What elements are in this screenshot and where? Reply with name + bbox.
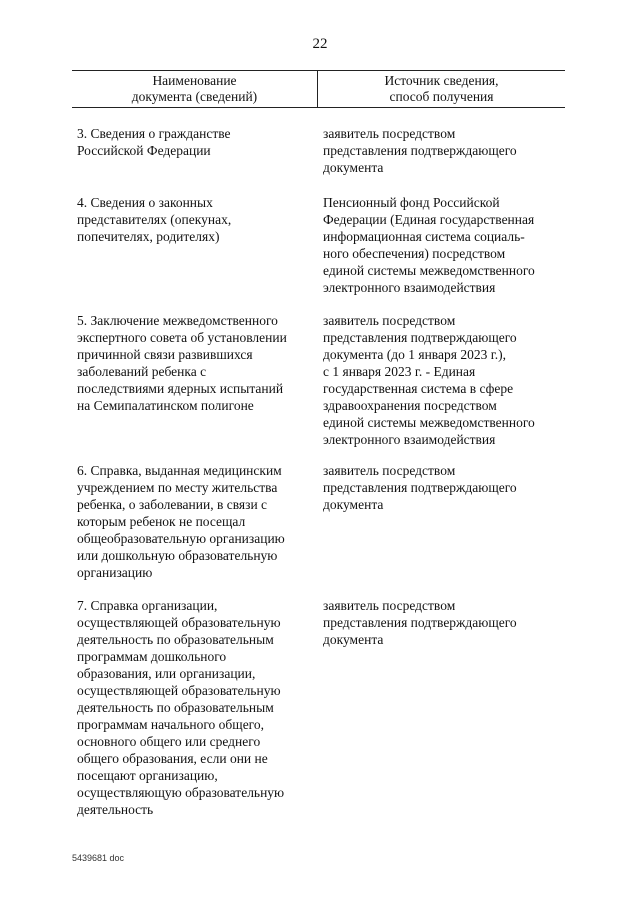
row-source: заявитель посредством представления подтверждающего документа (до 1 января 2023 г.), с 1 января 2023 г. - Единая государственная система в сфере здравоохранения посредством единой системы межведомственного электронного взаимодействия — [323, 313, 535, 447]
table-row — [72, 597, 565, 818]
row-document-name: 5. Заключение межведомственного экспертного совета об установлении причинной связи развившихся заболеваний ребенка с последствиями ядерных испытаний на Семипалатинском полигоне — [77, 313, 287, 413]
header-document-name: Наименование документа (сведений) — [72, 71, 318, 107]
table-header — [72, 70, 565, 108]
table-row — [72, 194, 565, 295]
row-document-name: 3. Сведения о гражданстве Российской Федерации — [77, 126, 231, 158]
documents-table — [72, 70, 565, 817]
row-source: заявитель посредством представления подтверждающего документа — [323, 598, 517, 647]
row-source: заявитель посредством представления подтверждающего документа — [323, 126, 517, 175]
table-row — [72, 312, 565, 447]
row-source: Пенсионный фонд Российской Федерации (Единая государственная информационная система социаль- ного обеспечения) посредством единой системы межведомственного электронного взаимодействия — [323, 195, 535, 295]
row-document-name: 7. Справка организации, осуществляющей образовательную деятельность по образовательным программам дошкольного образования, или организации, осуществляющей образовательную деятельность по образовательным программам начального общего, основного общего или среднего общего образования, если они не посещают организацию, осуществляющую образовательную деятельность — [77, 598, 285, 817]
row-source: заявитель посредством представления подтверждающего документа — [323, 463, 517, 512]
table-row — [72, 125, 565, 175]
row-document-name: 6. Справка, выданная медицинским учреждением по месту жительства ребенка, о заболевании, в связи с которым ребенок не посещал общеобразовательную организацию или дошкольную образовательную организацию — [77, 463, 285, 580]
document-id: 5439681 doc — [72, 853, 125, 863]
header-source: Источник сведения, способ получения — [384, 73, 499, 104]
page-number: 22 — [312, 36, 328, 52]
row-document-name: 4. Сведения о законных представителях (опекунах, попечителях, родителях) — [77, 195, 232, 244]
table-row — [72, 462, 565, 581]
